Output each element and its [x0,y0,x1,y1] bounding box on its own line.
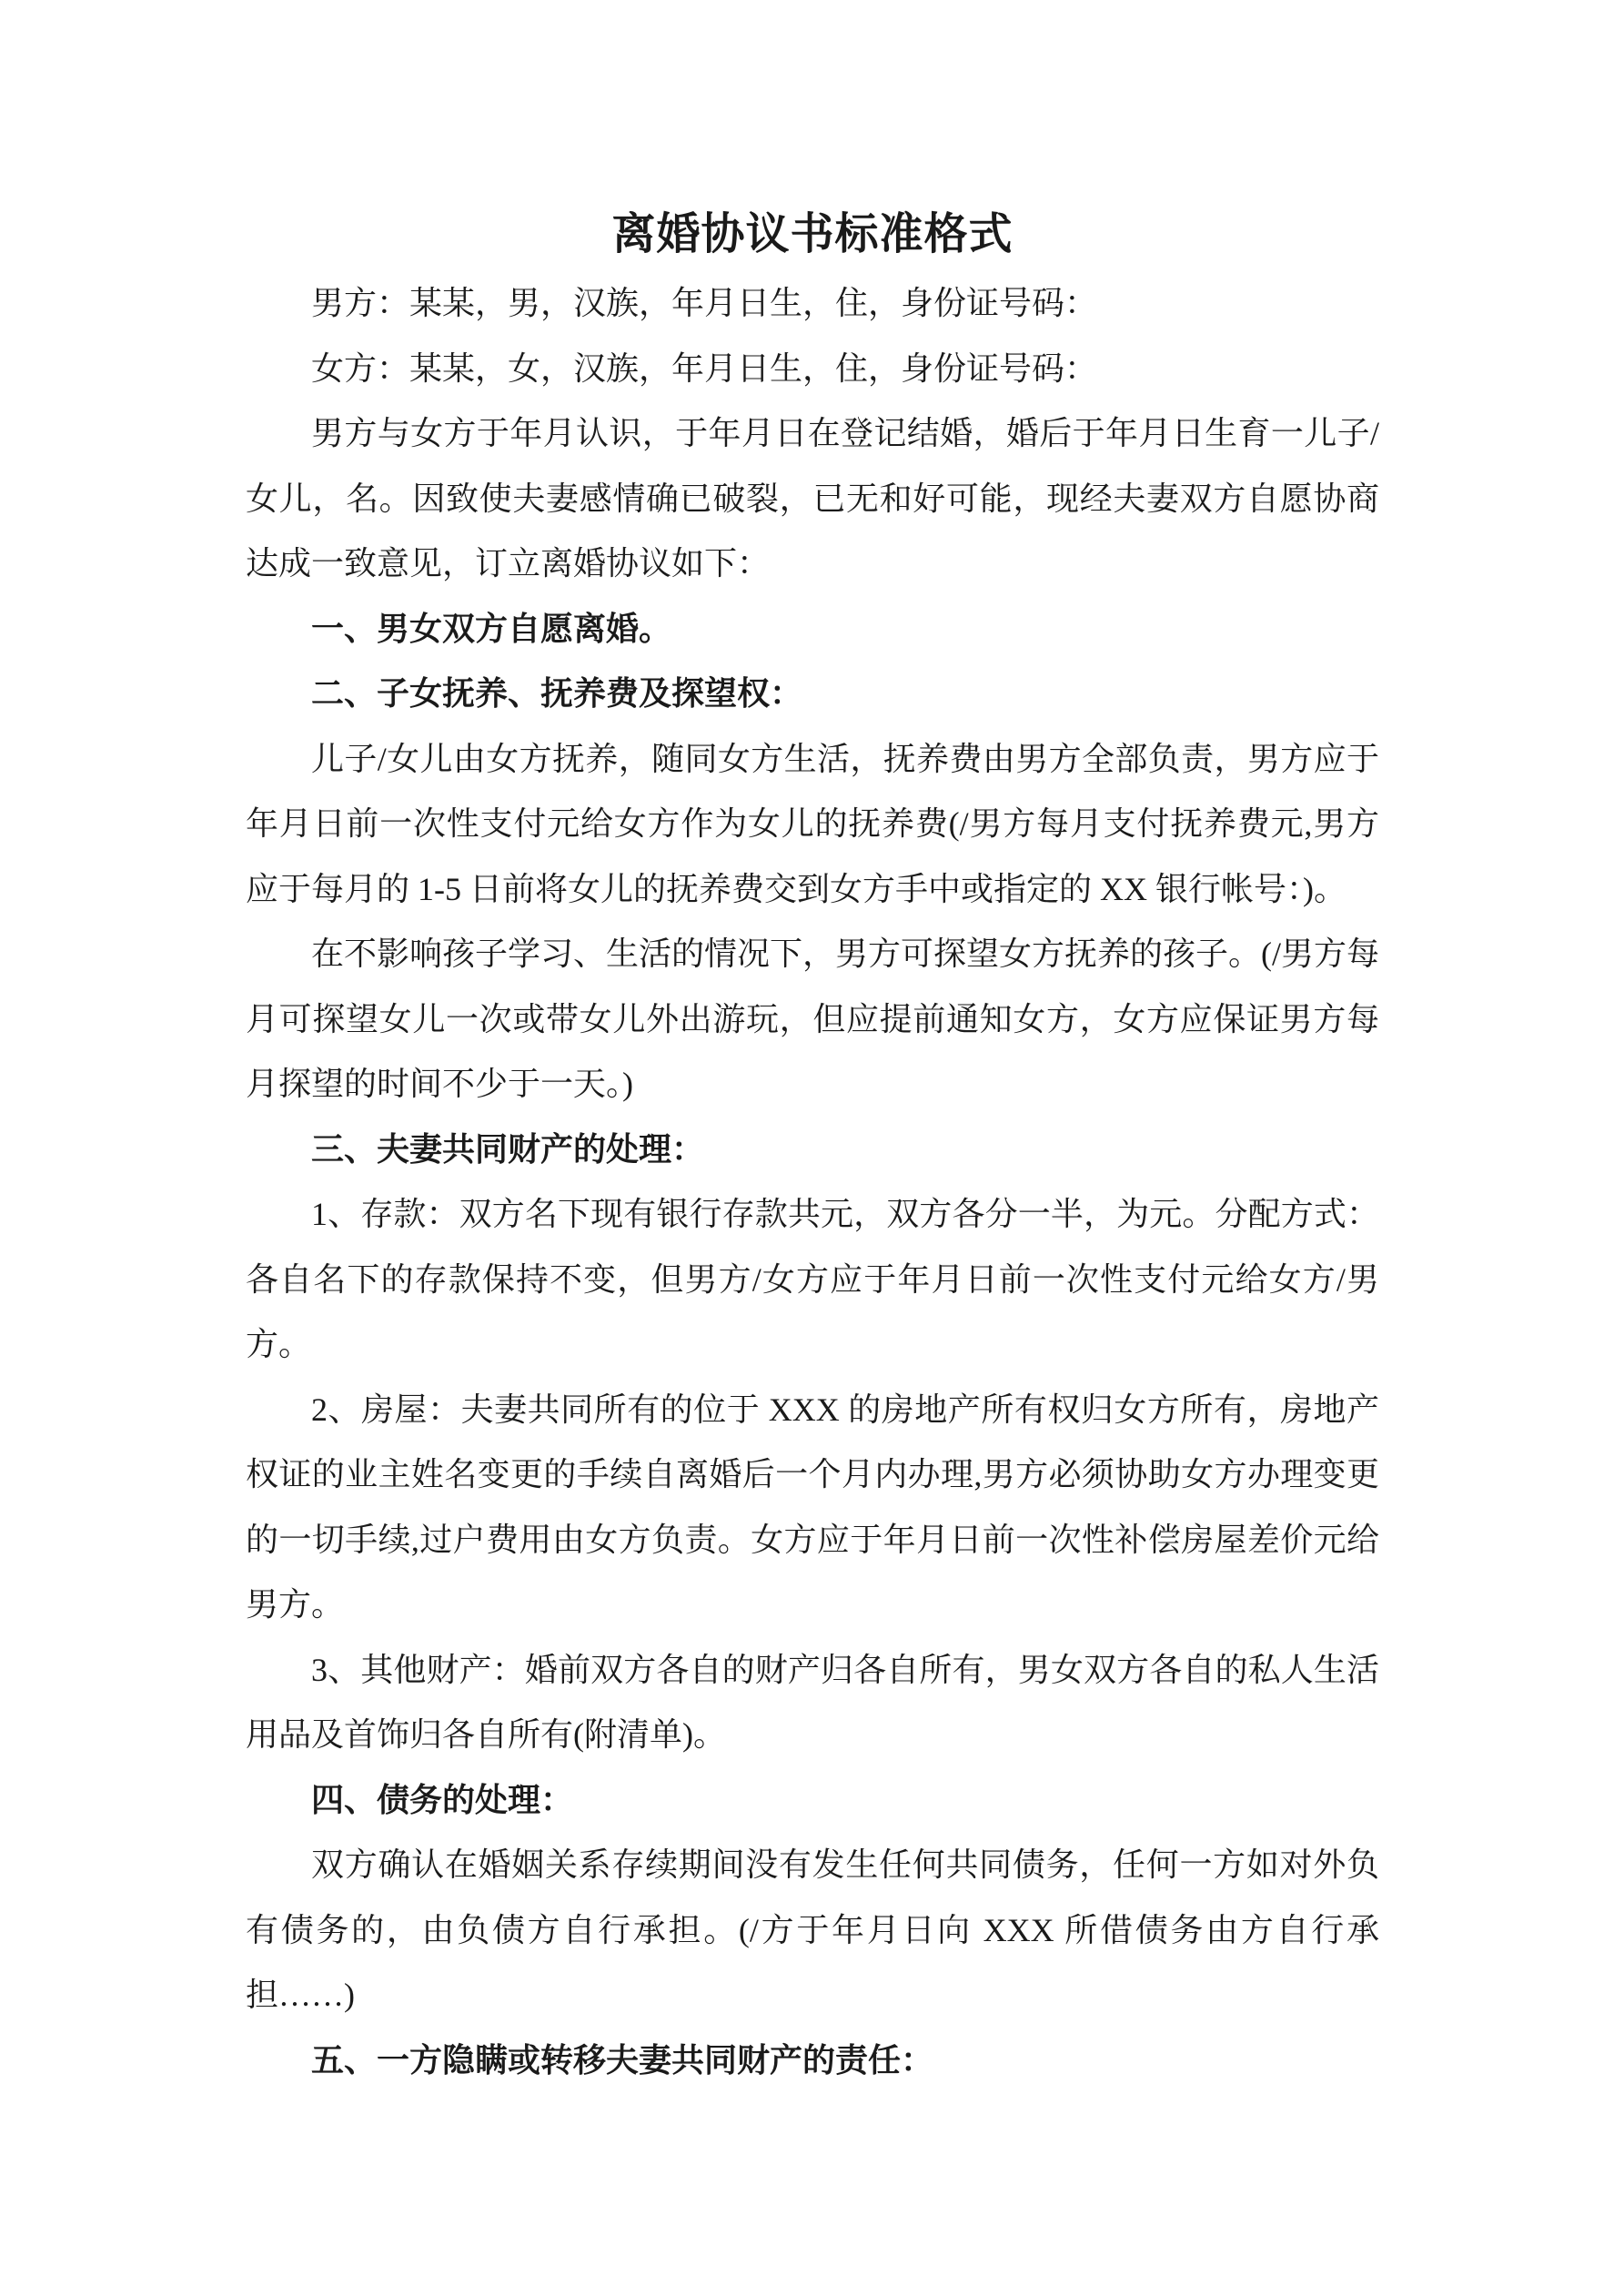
section-heading: 三、夫妻共同财产的处理： [311,1130,705,1168]
document-title: 离婚协议书标准格式 [611,210,1014,258]
paragraph: 1、存款：双方名下现有银行存款共元，双方各分一半，为元。分配方式：各自名下的存款保持不变，但男方/女方应于年月日前一次性支付元给女方/男方。 [246,1196,1379,1362]
document-content [246,198,1379,2093]
paragraph: 男方：某某，男，汉族，年月日生，住，身份证号码： [311,285,1098,321]
paragraph: 2、房屋：夫妻共同所有的位于 XXX 的房地产所有权归女方所有，房地产权证的业主姓名变更的手续自离婚后一个月内办理,男方必须协助女方办理变更的一切手续,过户费用由女方负责。女方应于年月日前一次性补偿房屋差价元给男方。 [246,1391,1379,1623]
paragraph: 儿子/女儿由女方抚养，随同女方生活，抚养费由男方全部负责，男方应于年月日前一次性支付元给女方作为女儿的抚养费(/男方每月支付抚养费元,男方应于每月的 1-5 日前将女儿的抚养费交到女方手中或指定的 XX 银行帐号：)。 [246,740,1379,907]
paragraph: 女方：某某，女，汉族，年月日生，住，身份证号码： [311,349,1098,387]
document-body [246,271,1379,2093]
section-heading: 四、债务的处理： [311,1781,574,1818]
section-heading: 一、男女双方自愿离婚。 [311,610,672,647]
paragraph: 男方与女方于年月认识，于年月日在登记结婚，婚后于年月日生育一儿子/女儿，名。因致使夫妻感情确已破裂，已无和好可能，现经夫妻双方自愿协商达成一致意见，订立离婚协议如下： [246,415,1379,582]
section-heading: 五、一方隐瞒或转移夫妻共同财产的责任： [311,2041,934,2079]
section-heading: 二、子女抚养、抚养费及探望权： [311,675,803,712]
paragraph: 3、其他财产：婚前双方各自的财产归各自所有，男女双方各自的私人生活用品及首饰归各自所有(附清单)。 [246,1651,1379,1753]
paragraph: 在不影响孩子学习、生活的情况下，男方可探望女方抚养的孩子。(/男方每月可探望女儿一次或带女儿外出游玩，但应提前通知女方，女方应保证男方每月探望的时间不少于一天。) [246,936,1379,1102]
paragraph: 双方确认在婚姻关系存续期间没有发生任何共同债务，任何一方如对外负有债务的，由负债方自行承担。(/方于年月日向 XXX 所借债务由方自行承担……) [246,1846,1379,2013]
